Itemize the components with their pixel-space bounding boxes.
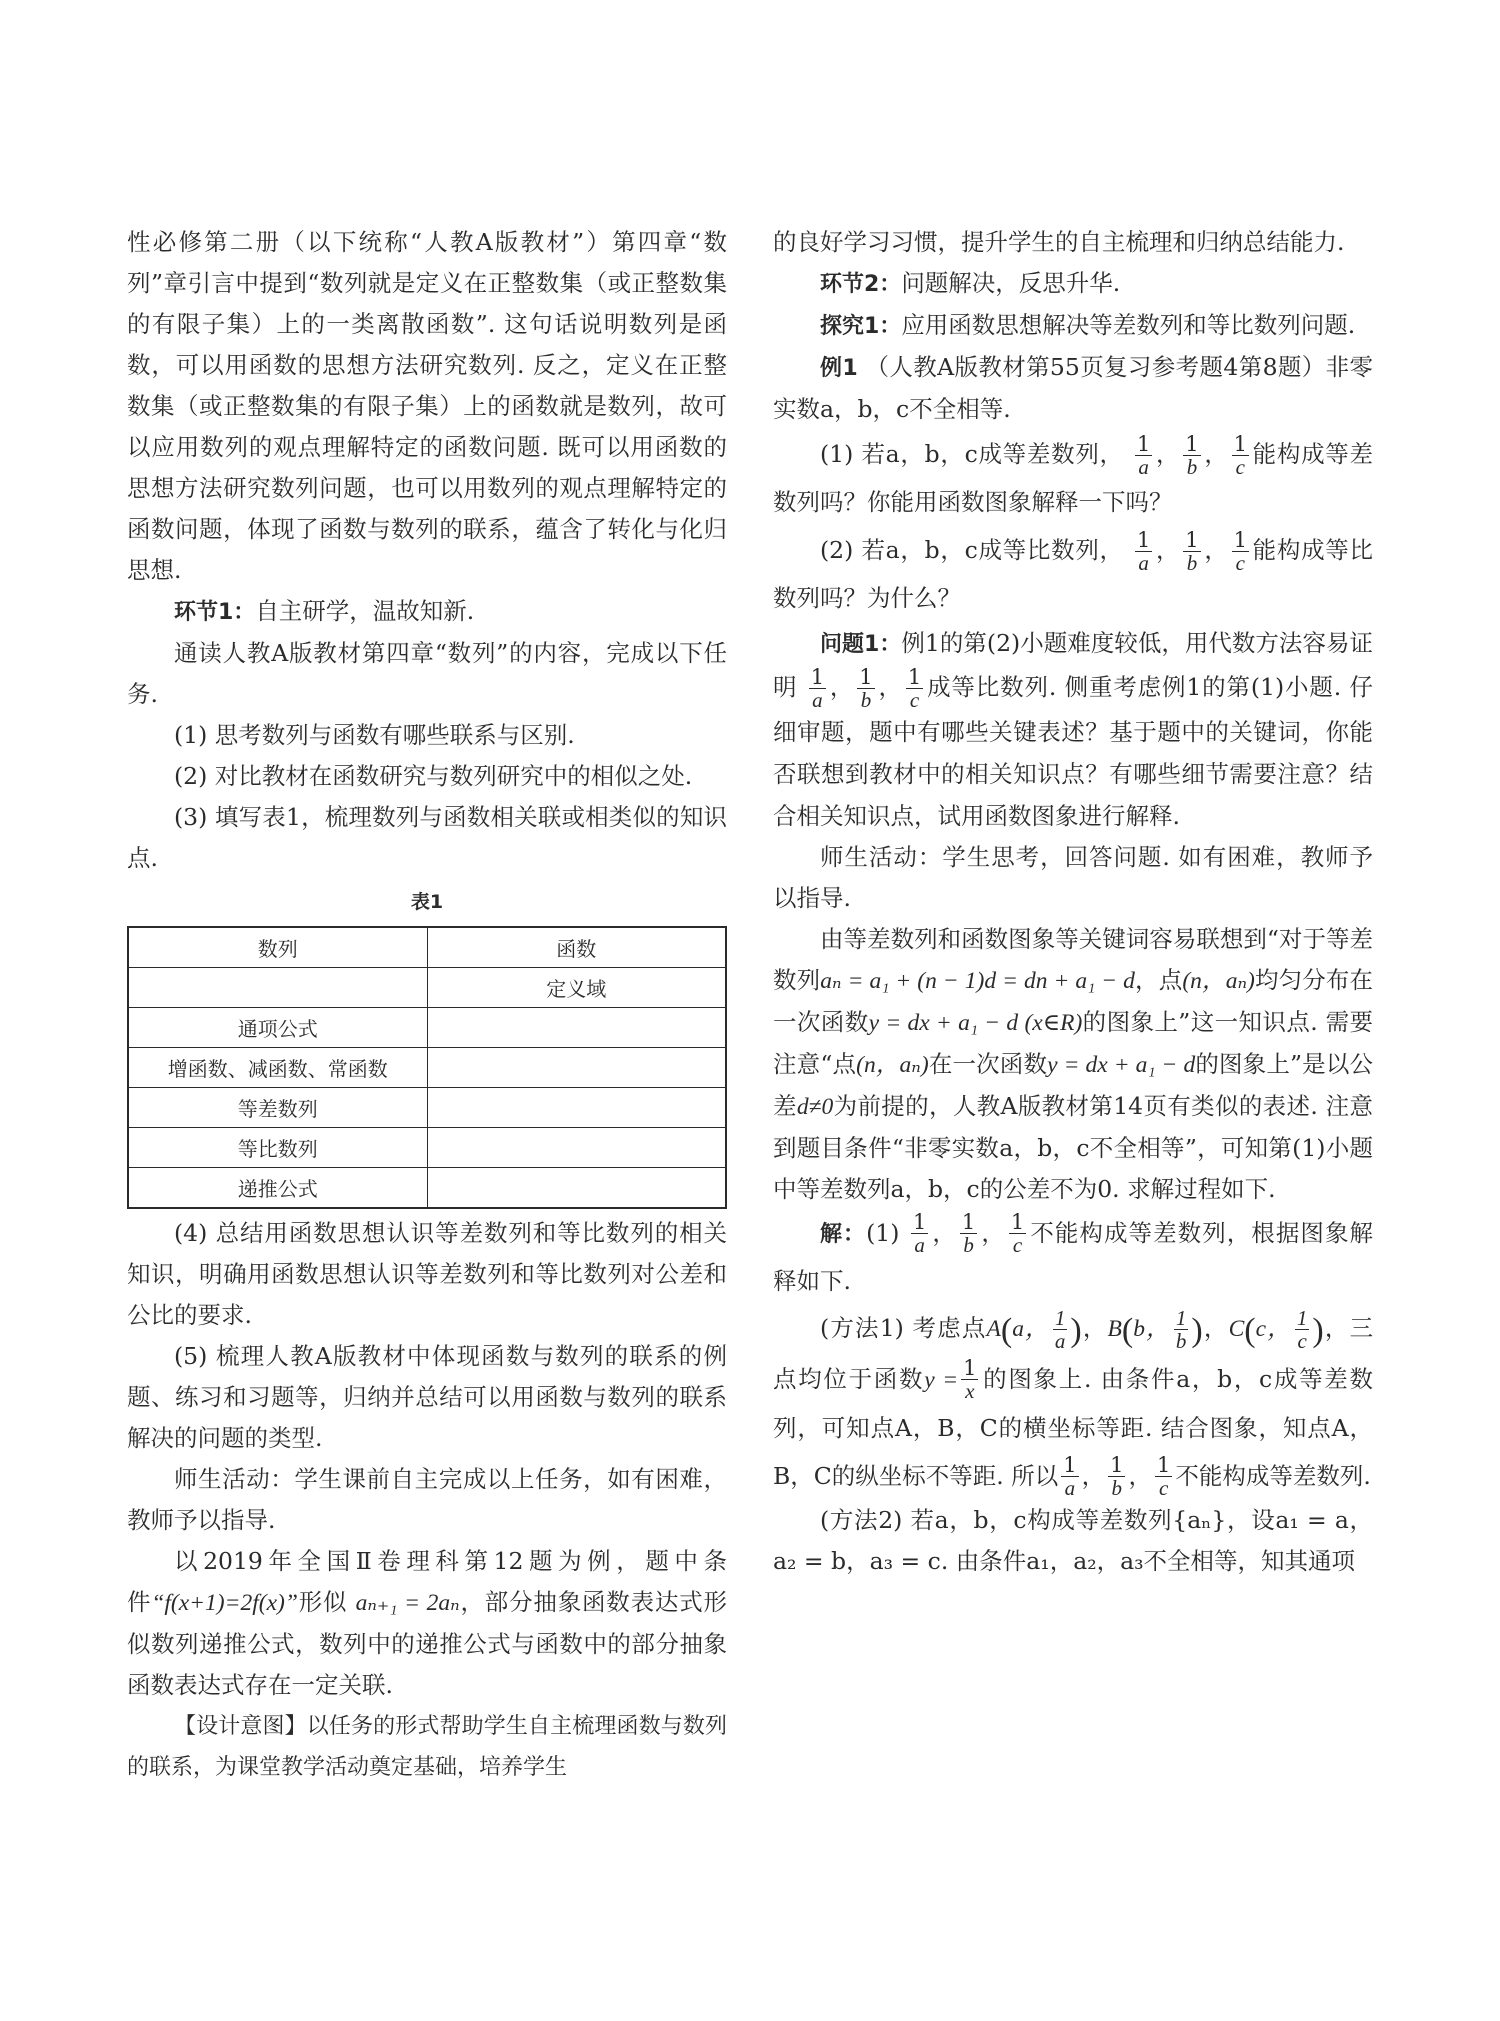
method-1-text-c: 的图象上. 由条件a，b，c成等差数列，可知点A，B，C的横坐标等距. 结合图象，知点A，B，C的纵坐标不等距. 所以 [773,1364,1374,1490]
section-1-label: 环节1： [174,600,256,625]
method-1-text-b: 三点均位于函数 [773,1313,1374,1393]
section-1-text: 自主研学，温故知新. [255,597,475,625]
point-B: B(b， $\frac{1}{b}$ ) [1107,1306,1203,1354]
table-1 [127,926,727,1209]
fraction-1-over-c: $\frac{1}{c}$ [907,664,922,712]
table-row [128,1128,726,1168]
explore-1 [773,305,1373,347]
fraction-1-over-b: $\frac{1}{b}$ [1110,1453,1124,1500]
problem-1-text-b: 成等比数列. 侧重考虑例1的第(1)小题. 仔细审题，题中有哪些关键表述？基于题中的关键词，你能否联想到教材中的相关知识点？有哪些细节需要注意？结合相关知识点，试用函数图象进行解释. [773,673,1373,830]
reciprocal-function: y = [924,1366,959,1393]
section-2-text: 问题解决，反思升华. [901,269,1121,297]
section-2-label: 环节2： [820,272,902,297]
problem-1-text-a: 例1的第(2)小题难度较低，用代数方法容易证明 [773,629,1373,701]
table-cell: 增函数、减函数、常函数 [128,1048,427,1088]
analysis-text-c: 均匀分布在一次函数 [773,965,1374,1036]
table-header-row [128,927,726,968]
table-cell [128,968,427,1008]
linear-function: y = dx + a₁ − d (x∈R) [868,1009,1083,1036]
table-row [128,1048,726,1088]
activity-2: 师生活动：学生思考，回答问题. 如有困难，教师予以指导. [773,842,1373,912]
analysis-text-b: ，点 [1134,965,1183,994]
table-cell: 等差数列 [128,1088,427,1128]
table-header-cell: 数列 [128,927,427,968]
table-cell: 递推公式 [128,1168,427,1209]
example-sequence: aₙ₊₁ = 2aₙ [355,1590,460,1616]
table-cell [427,1168,726,1209]
table-row [128,968,726,1008]
question-1-text-b: 能构成等差数列吗？你能用函数图象解释一下吗？ [773,440,1374,516]
method-1-text-d: 不能构成等差数列. [1175,1461,1371,1490]
table-cell [427,1128,726,1168]
left-column [127,222,727,1788]
fraction-1-over-c: $\frac{1}{c}$ [1156,1453,1171,1500]
table-cell: 等比数列 [128,1128,427,1168]
fraction-1-over-b: $\frac{1}{b}$ [1185,431,1199,479]
explore-1-label: 探究1： [820,314,902,339]
question-2-text-a: (2) 若a，b，c成等比数列， [820,536,1124,564]
problem-1: 问题1：例1的第(2)小题难度较低，用代数方法容易证明 $\frac{1}{a}$ ， $\frac{1}{b}$ ， $\frac{1}{c}$ 成等比数列. 侧重考虑例1的第(1)小题. 仔细审题，题中有哪些关键表述？基于题中的关键词，你能否联想到教材中的相关知识点？有哪些细节需要注意？结合相关知识点，试用函数图象进行解释. [773,629,1373,830]
fraction-1-over-b: $\frac{1}{b}$ [961,1210,976,1257]
point-n-an: (n，aₙ) [1182,967,1255,994]
paragraph-continued: 的良好学习习惯，提升学生的自主梳理和归纳总结能力. [773,228,1345,256]
analysis-text-d: 的图象上”这一知识点. 需要注意“点 [773,1007,1373,1078]
question-2-text-b: 能构成等比数列吗？为什么？ [773,536,1374,612]
analysis-text-f: 的图象上”是以公差 [773,1049,1374,1120]
method-1: (方法1) 考虑点A(a， $\frac{1}{a}$ )，B(b， $\frac{1}{b}$ )，C(c， $\frac{1}{c}$ )，三点均位于函数y = $\frac{1}{x}$ 的图象上. 由条件a，b，c成等差数列，可知点A，B，C的横坐标等距. 结合图象，知点A，B，C的纵坐标不等距. 所以 $\frac{1}{a}$ ， $\frac{1}{b}$ ， $\frac{1}{c}$ 不能构成等差数列. [773,1306,1374,1500]
explore-1-text: 应用函数思想解决等差数列和等比数列问题. [901,311,1356,339]
fraction-1-over-a: $\frac{1}{a}$ [1136,431,1151,479]
section-1-heading [127,591,727,633]
table-cell [427,1008,726,1048]
analysis-text-e: 在一次函数 [928,1049,1048,1078]
section-2-heading [773,263,1373,305]
table-cell: 通项公式 [128,1008,427,1048]
fraction-1-over-c: $\frac{1}{c}$ [1010,1210,1025,1257]
question-1: (1) 若a，b，c成等差数列， $\frac{1}{a}$ ， $\frac{1}{b}$ ， $\frac{1}{c}$ 能构成等差数列吗？你能用函数图象解释一下吗？ [773,431,1374,516]
point-n-an: (n，aₙ) [856,1051,929,1078]
fraction-1-over-a: $\frac{1}{a}$ [912,1210,927,1257]
solution: 解：(1) $\frac{1}{a}$ ， $\frac{1}{b}$ ， $\frac{1}{c}$ 不能构成等差数列，根据图象解释如下. [773,1210,1373,1295]
fraction-1-over-b: $\frac{1}{b}$ [1185,527,1199,575]
problem-1-label: 问题1： [820,632,902,657]
point-C: C(c， $\frac{1}{c}$ ) [1228,1306,1324,1354]
table-cell [427,1048,726,1088]
activity-1: 师生活动：学生课前自主完成以上任务，如有困难，教师予以指导. [127,1465,727,1534]
fraction-1-over-b: $\frac{1}{b}$ [859,664,873,712]
design-intent: 【设计意图】以任务的形式帮助学生自主梳理函数与数列的联系，为课堂教学活动奠定基础，培养学生 [127,1714,727,1780]
right-column [773,222,1373,1582]
task-5: (5) 梳理人教A版教材中体现函数与数列的联系的例题、练习和习题等，归纳并总结可以用函数与数列的联系解决的问题的类型. [127,1342,727,1452]
example-text-c: ，部分抽象函数表达式形似数列递推公式，数列中的递推公式与函数中的部分抽象函数表达式存在一定关联. [127,1588,728,1699]
example-text-a: 以2019年全国Ⅱ卷理科第12题为例，题中条件 [127,1547,727,1616]
arithmetic-formula: aₙ = a₁ + (n − 1)d = dn + a₁ − d [820,967,1135,994]
example-1-text: （人教A版教材第55页复习参考题4第8题）非零实数a，b，c不全相等. [773,353,1373,423]
question-1-text-a: (1) 若a，b，c成等差数列， [820,440,1124,468]
example-1-label: 例1 [820,356,858,381]
table-row [128,1088,726,1128]
task-4: (4) 总结用函数思想认识等差数列和等比数列的相关知识，明确用函数思想认识等差数列和等比数列对公差和公比的要求. [127,1219,727,1329]
task-1: (1) 思考数列与函数有哪些联系与区别. [174,721,575,749]
table-cell [427,1088,726,1128]
example-condition: “f(x+1)=2f(x)” [151,1590,298,1616]
fraction-1-over-c: $\frac{1}{c}$ [1233,527,1247,575]
fraction-1-over-x: $\frac{1}{x}$ [963,1356,977,1403]
paragraph-analysis [773,919,1373,1210]
table-row [128,1168,726,1209]
linear-function: y = dx + a₁ − d [1047,1051,1196,1078]
question-2: (2) 若a，b，c成等比数列， $\frac{1}{a}$ ， $\frac{1}{b}$ ， $\frac{1}{c}$ 能构成等比数列吗？为什么？ [773,527,1374,612]
point-A: A(a， $\frac{1}{a}$ ) [986,1306,1082,1354]
example-text-b: 形似 [297,1588,348,1616]
example-1 [773,347,1373,430]
table-header-cell: 函数 [427,927,726,968]
fraction-1-over-a: $\frac{1}{a}$ [1063,1453,1077,1500]
table-caption: 表1 [410,891,444,913]
method-1-text-a: (方法1) 考虑点 [820,1313,987,1342]
solution-text-b: 不能构成等差数列，根据图象解释如下. [773,1218,1373,1295]
analysis-text-a: 由等差数列和函数图象等关键词容易联想到“对于等差数列 [773,924,1373,994]
analysis-text-g: 为前提的，人教A版教材第14页有类似的表述. 注意到题目条件“非零实数a，b，c不全相等”，可知第(1)小题中等差数列a，b，c的公差不为0. 求解过程如下. [773,1091,1373,1203]
fraction-1-over-c: $\frac{1}{c}$ [1233,431,1247,479]
paragraph-example [127,1541,727,1706]
solution-label: 解： [820,1221,867,1247]
task-2: (2) 对比教材在函数研究与数列研究中的相似之处. [174,762,693,790]
condition-d-nonzero: d≠0 [796,1093,834,1120]
fraction-1-over-a: $\frac{1}{a}$ [810,664,825,712]
table-cell: 定义域 [427,968,726,1008]
paragraph-intro: 性必修第二册（以下统称“人教A版教材”）第四章“数列”章引言中提到“数列就是定义在正整数集（或正整数集的有限子集）上的一类离散函数”. 这句话说明数列是函数，可以用函数的思想方法研究数列. 反之，定义在正整数集（或正整数集的有限子集）上的函数就是数列，故可以应用数列的观点理解特定的函数问题. 既可以用函数的思想方法研究数列问题，也可以用数列的观点理解特定的函数问题，体现了函数与数列的联系，蕴含了转化与化归思想. [127,228,727,584]
task-3: (3) 填写表1，梳理数列与函数相关联或相类似的知识点. [127,803,727,872]
method-2: (方法2) 若a，b，c构成等差数列{aₙ}，设a₁ = a，a₂ = b，a₃ = c. 由条件a₁，a₂，a₃不全相等，知其通项 [773,1505,1373,1575]
fraction-1-over-a: $\frac{1}{a}$ [1136,527,1151,575]
paragraph-read: 通读人教A版教材第四章“数列”的内容，完成以下任务. [127,639,727,708]
table-row [128,1008,726,1048]
solution-text-a: (1) [866,1218,900,1247]
